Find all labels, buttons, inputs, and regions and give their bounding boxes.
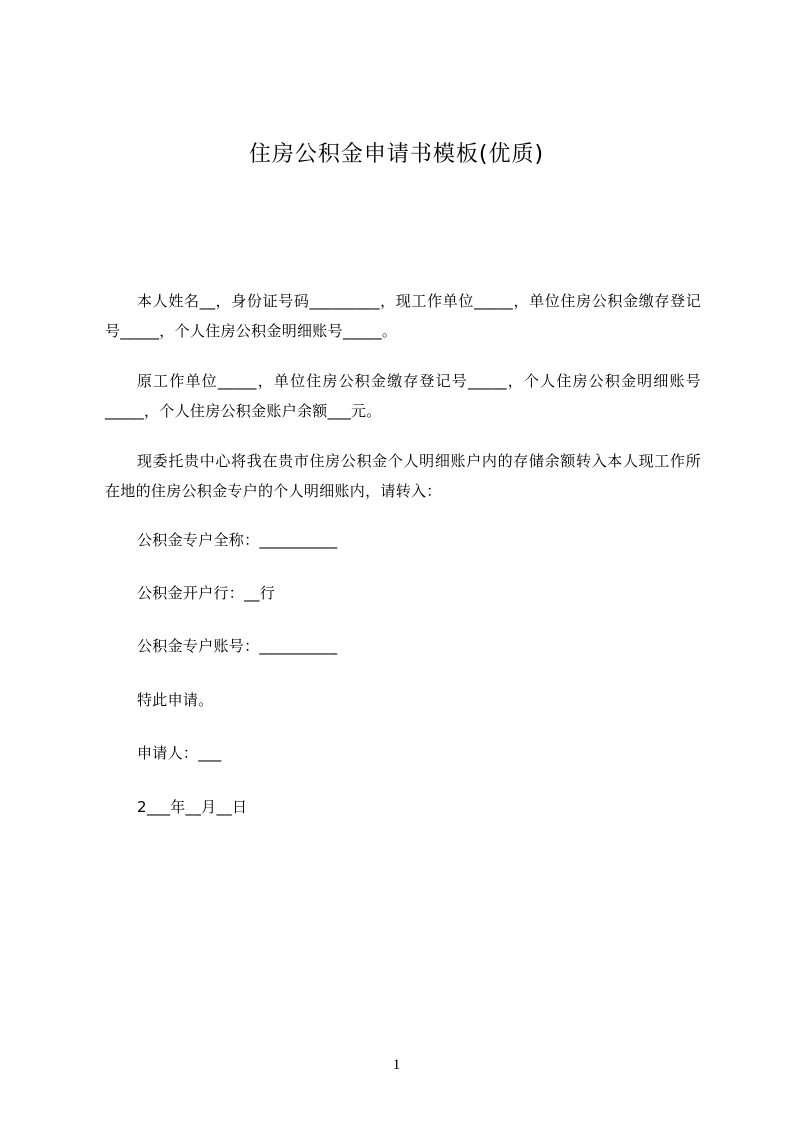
paragraph-former-employer: 原工作单位_____，单位住房公积金缴存登记号_____，个人住房公积金明细账号_____，个人住房公积金账户余额___元。	[105, 372, 701, 420]
field-bank: 公积金开户行：__行	[137, 584, 276, 602]
field-account-number: 公积金专户账号：__________	[137, 637, 338, 655]
paragraph-personal-info: 本人姓名__，身份证号码_________，现工作单位_____，单位住房公积金缴存登记号_____，个人住房公积金明细账号_____。	[105, 292, 701, 340]
page-number: 1	[392, 1057, 401, 1073]
closing-statement: 特此申请。	[137, 691, 214, 709]
field-account-name: 公积金专户全称：__________	[137, 531, 338, 549]
applicant-line: 申请人：___	[137, 744, 222, 762]
paragraph-transfer-request: 现委托贵中心将我在贵市住房公积金个人明细账户内的存储余额转入本人现工作所在地的住房公积金专户的个人明细账内，请转入：	[105, 452, 701, 500]
date-line: 2___年__月__日	[137, 798, 248, 816]
document-title: 住房公积金申请书模板(优质)	[248, 142, 545, 167]
